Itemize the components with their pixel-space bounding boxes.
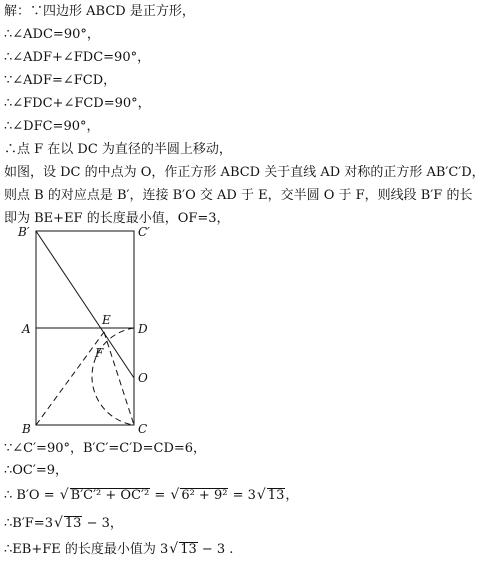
after-line-2: ∴OC′=9， bbox=[4, 463, 68, 478]
sqrt-icon: √ bbox=[59, 487, 69, 503]
text-line-1: 解：∵四边形 ABCD 是正方形， bbox=[4, 4, 195, 19]
radicand-1: B′C′² + OC′² bbox=[70, 488, 150, 503]
radicand-5: 13 bbox=[180, 542, 197, 557]
radicand-2: 6² + 9² bbox=[181, 488, 228, 503]
after-line-3 bbox=[4, 487, 298, 504]
label-e: E bbox=[102, 313, 111, 327]
text-line-10: 即为 BE+EF 的长度最小值，OF=3， bbox=[4, 211, 230, 226]
after-line-1: ∵∠C′=90°，B′C′=C′D=CD=6， bbox=[4, 441, 207, 456]
min-prefix: ∴EB+FE 的长度最小值为 3 bbox=[4, 542, 169, 557]
sqrt-icon: √ bbox=[256, 487, 266, 503]
dashed-be bbox=[36, 332, 104, 425]
text-line-8: 如图，设 DC 的中点为 O，作正方形 ABCD 关于直线 AD 对称的正方形 AB′C′D， bbox=[4, 165, 485, 180]
bf-prefix: ∴B′F=3 bbox=[4, 516, 53, 531]
after-line-4 bbox=[4, 515, 123, 532]
semicircle-o bbox=[92, 328, 134, 425]
sqrt-icon: √ bbox=[53, 515, 63, 531]
after-line-5 bbox=[4, 541, 233, 558]
eq-2: = 3 bbox=[232, 488, 256, 503]
text-line-6: ∴∠DFC=90°， bbox=[4, 119, 100, 134]
sqrt-icon: √ bbox=[170, 487, 180, 503]
bo-suffix: ， bbox=[285, 488, 299, 503]
label-bprime: B′ bbox=[18, 225, 30, 239]
dashed-fc bbox=[104, 332, 134, 425]
text-line-5: ∴∠FDC+∠FCD=90°， bbox=[4, 96, 151, 111]
text-line-9: 则点 B 的对应点是 B′，连接 B′O 交 AD 于 E，交半圆 O 于 F，则线段 B′F 的长 bbox=[4, 188, 473, 203]
label-d: D bbox=[138, 322, 148, 336]
text-line-3: ∴∠ADF+∠FDC=90°， bbox=[4, 50, 151, 65]
text-line-4: ∵∠ADF=∠FCD， bbox=[4, 73, 117, 88]
label-f: F bbox=[95, 346, 104, 360]
label-cprime: C′ bbox=[138, 225, 150, 239]
sqrt-icon: √ bbox=[169, 541, 179, 557]
line-bprime-o bbox=[36, 231, 134, 378]
label-b: B bbox=[22, 422, 31, 436]
eq-1: = bbox=[154, 488, 166, 503]
label-c: C bbox=[138, 422, 148, 436]
label-a: A bbox=[22, 322, 31, 336]
radicand-3: 13 bbox=[267, 488, 285, 503]
text-line-7: ∴点 F 在以 DC 为直径的半圆上移动， bbox=[4, 142, 232, 157]
bo-prefix: ∴ B′O = bbox=[4, 488, 55, 503]
label-o: O bbox=[138, 371, 148, 385]
radicand-4: 13 bbox=[64, 516, 82, 531]
bf-suffix: − 3， bbox=[86, 516, 123, 531]
text-line-2: ∴∠ADC=90°， bbox=[4, 27, 100, 42]
min-suffix: − 3 . bbox=[201, 542, 234, 557]
